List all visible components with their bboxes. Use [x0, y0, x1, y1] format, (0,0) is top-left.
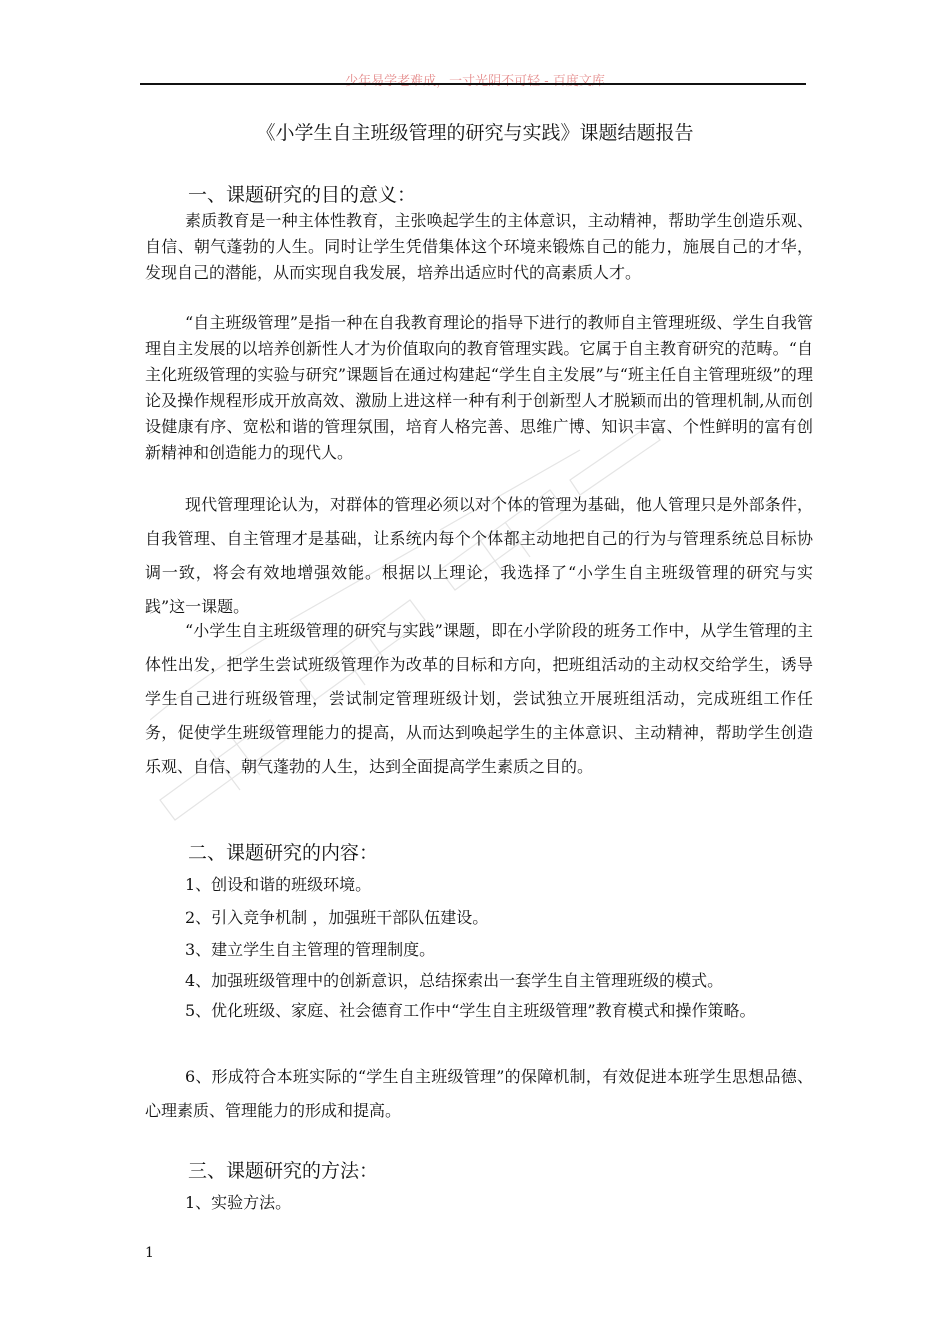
page-number: 1: [145, 1245, 154, 1261]
list-item: 4、加强班级管理中的创新意识，总结探索出一套学生自主管理班级的模式。: [185, 971, 724, 990]
paragraph: 素质教育是一种主体性教育，主张唤起学生的主体意识，主动精神，帮助学生创造乐观、自信、朝气蓬勃的人生。同时让学生凭借集体这个环境来锻炼自己的能力，施展自己的才华，发现自己的潜能，从而实现自我发展，培养出适应时代的高素质人才。: [145, 211, 813, 282]
page-header-text: 少年易学老难成，一寸光阴不可轻 - 百度文库: [345, 74, 605, 89]
paragraph: 5、优化班级、家庭、社会德育工作中“学生自主班级管理”教育模式和操作策略。: [185, 1001, 756, 1020]
document-title: 《小学生自主班级管理的研究与实践》课题结题报告: [256, 122, 694, 144]
header-rule: [140, 83, 806, 85]
list-item: 1、实验方法。: [185, 1193, 292, 1212]
paragraph: “自主班级管理”是指一种在自我教育理论的指导下进行的教师自主管理班级、学生自我管理自主发展的以培养创新性人才为价值取向的教育管理实践。它属于自主教育研究的范畴。“自主化班级管理的实验与研究”课题旨在通过构建起“学生自主发展”与“班主任自主管理班级”的理论及操作规程形成开放高效、激励上进这样一种有利于创新型人才脱颖而出的管理机制,从而创设健康有序、宽松和谐的管理氛围，培育人格完善、思维广博、知识丰富、个性鲜明的富有创新精神和创造能力的现代人。: [145, 313, 813, 462]
list-item: 3、建立学生自主管理的管理制度。: [185, 940, 436, 959]
list-item: 1、创设和谐的班级环境。: [185, 875, 372, 894]
section-heading: 三、课题研究的方法：: [188, 1160, 379, 1182]
list-item: 2、引入竞争机制 ，加强班干部队伍建设。: [185, 908, 489, 927]
section-heading: 二、课题研究的内容：: [188, 842, 379, 864]
paragraph: 6、形成符合本班实际的“学生自主班级管理”的保障机制，有效促进本班学生思想品德、心理素质、管理能力的形成和提高。: [145, 1067, 813, 1120]
paragraph: “小学生自主班级管理的研究与实践”课题，即在小学阶段的班务工作中，从学生管理的主体性出发，把学生尝试班级管理作为改革的目标和方向，把班组活动的主动权交给学生，诱导学生自己进行班级管理，尝试制定管理班级计划，尝试独立开展班组活动，完成班组工作任务，促使学生班级管理能力的提高，从而达到唤起学生的主体意识、主动精神，帮助学生创造乐观、自信、朝气蓬勃的人生，达到全面提高学生素质之目的。: [145, 621, 813, 776]
section-heading: 一、课题研究的目的意义：: [188, 184, 417, 206]
paragraph: 现代管理理论认为，对群体的管理必须以对个体的管理为基础，他人管理只是外部条件，自我管理、自主管理才是基础，让系统内每个个体都主动地把自己的行为与管理系统总目标协调一致，将会有效地增强效能。根据以上理论，我选择了“小学生自主班级管理的研究与实践”这一课题。: [145, 495, 813, 616]
